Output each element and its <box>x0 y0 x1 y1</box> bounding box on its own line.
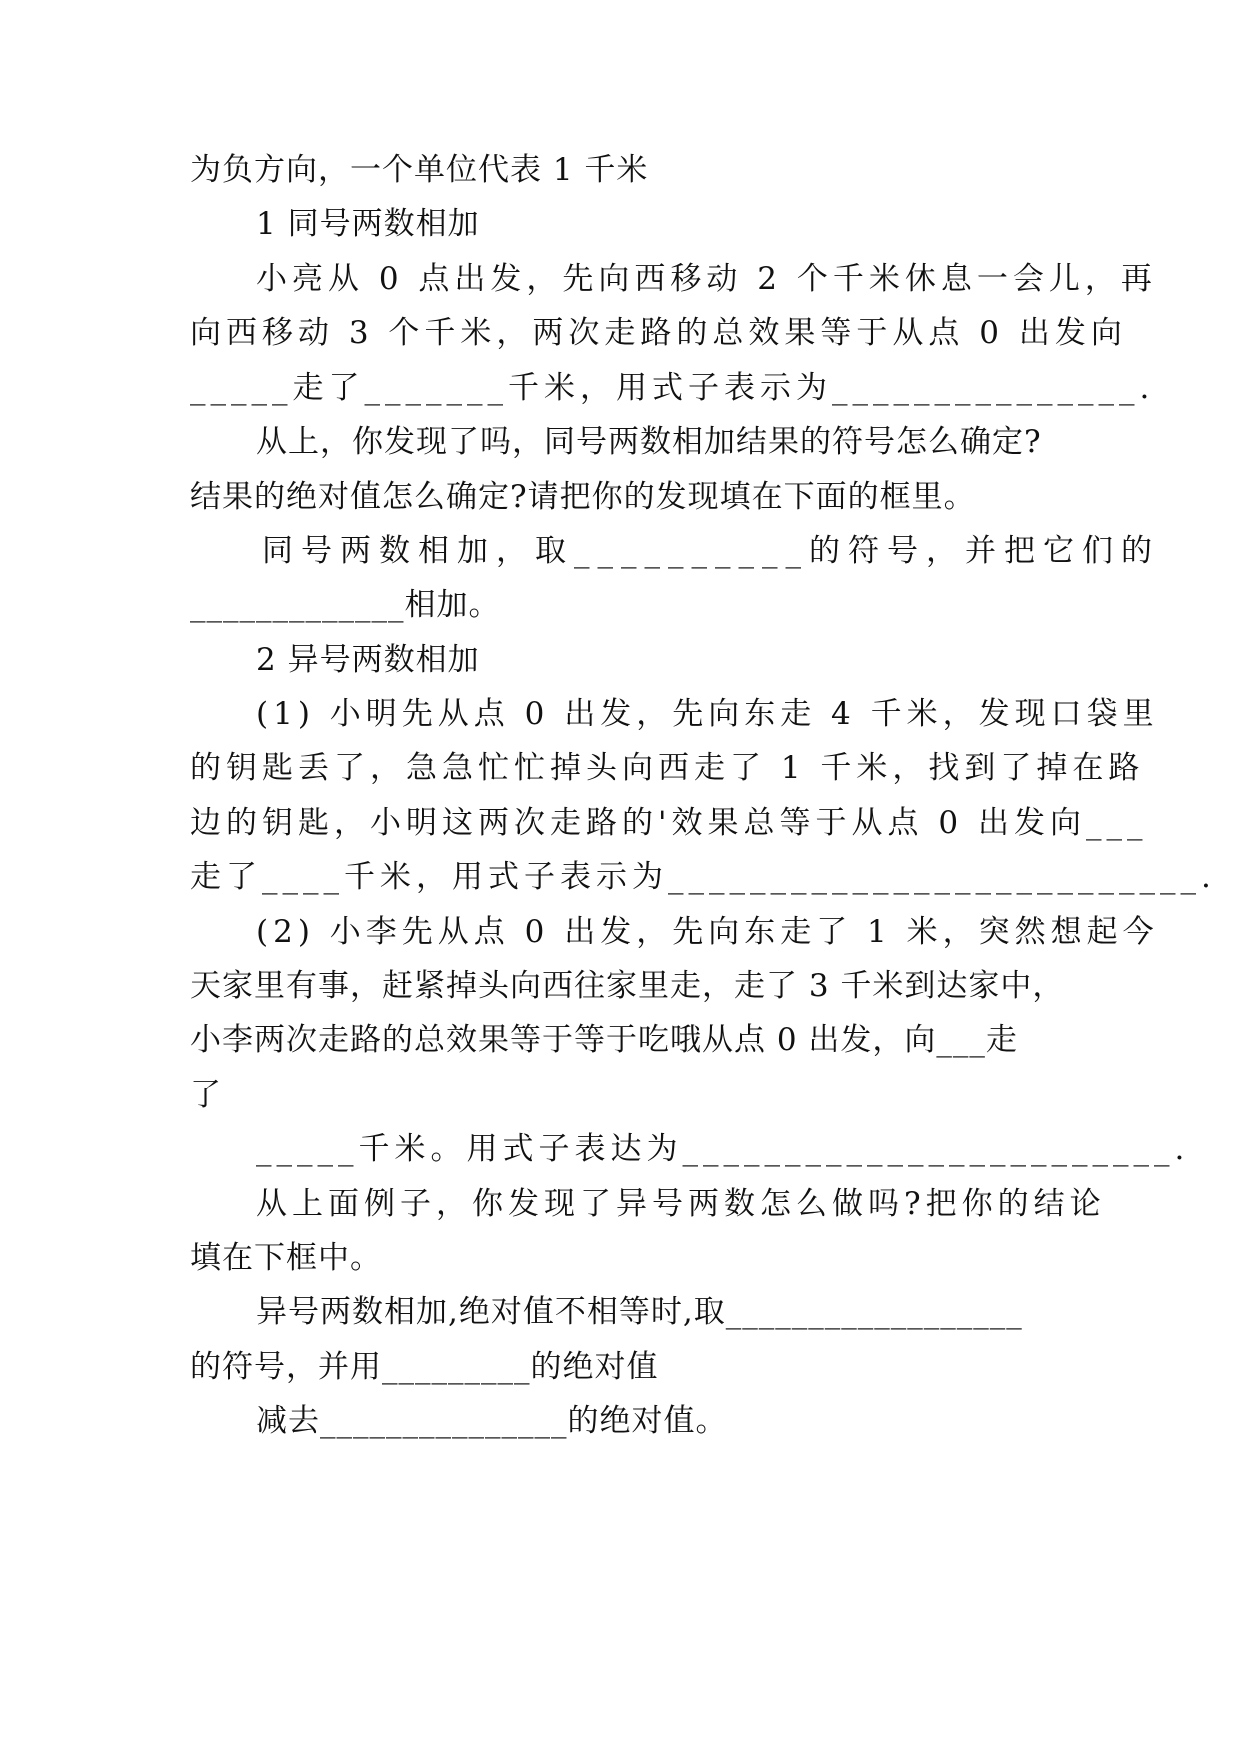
text-line-1: 为负方向，一个单位代表 1 千米 <box>190 152 649 188</box>
text-line-5: _____走了_______千米，用式子表示为_______________. <box>190 370 1155 406</box>
text-line-16: 天家里有事，赶紧掉头向西往家里走，走了 3 千米到达家中， <box>190 968 1065 1004</box>
text-line-11: (1) 小明先从点 0 出发，先向东走 4 千米，发现口袋里 <box>256 696 1159 732</box>
text-line-8: 同号两数相加，取__________的符号，并把它们的 <box>262 533 1160 569</box>
text-line-12: 的钥匙丢了，急急忙忙掉头向西走了 1 千米，找到了掉在路 <box>190 750 1145 786</box>
text-line-15: (2) 小李先从点 0 出发，先向东走了 1 米，突然想起今 <box>256 914 1159 950</box>
text-line-6: 从上，你发现了吗，同号两数相加结果的符号怎么确定? <box>256 424 1042 460</box>
text-line-14: 走了____千米，用式子表示为__________________________. <box>190 859 1216 895</box>
text-line-20: 从上面例子，你发现了异号两数怎么做吗?把你的结论 <box>256 1186 1106 1222</box>
text-line-18: 了 <box>190 1077 222 1113</box>
heading-same-sign: 1 同号两数相加 <box>256 206 480 242</box>
text-line-4: 向西移动 3 个千米，两次走路的总效果等于从点 0 出发向 <box>190 315 1127 351</box>
text-line-21: 填在下框中。 <box>190 1240 382 1276</box>
text-line-3: 小亮从 0 点出发，先向西移动 2 个千米休息一会儿，再 <box>256 261 1157 297</box>
text-line-19: _____千米。用式子表达为________________________. <box>256 1131 1190 1167</box>
text-line-7: 结果的绝对值怎么确定?请把你的发现填在下面的框里。 <box>190 479 976 515</box>
text-line-9: _____________相加。 <box>190 587 501 623</box>
text-line-13: 边的钥匙，小明这两次走路的'效果总等于从点 0 出发向___ <box>190 805 1148 841</box>
text-line-17: 小李两次走路的总效果等于等于吃哦从点 0 出发，向___走 <box>190 1022 1018 1058</box>
heading-different-sign: 2 异号两数相加 <box>256 642 480 678</box>
text-line-23: 的符号，并用_________的绝对值 <box>190 1349 659 1385</box>
text-line-22: 异号两数相加,绝对值不相等时,取__________________ <box>256 1294 1023 1330</box>
text-line-24: 减去_______________的绝对值。 <box>256 1403 728 1439</box>
